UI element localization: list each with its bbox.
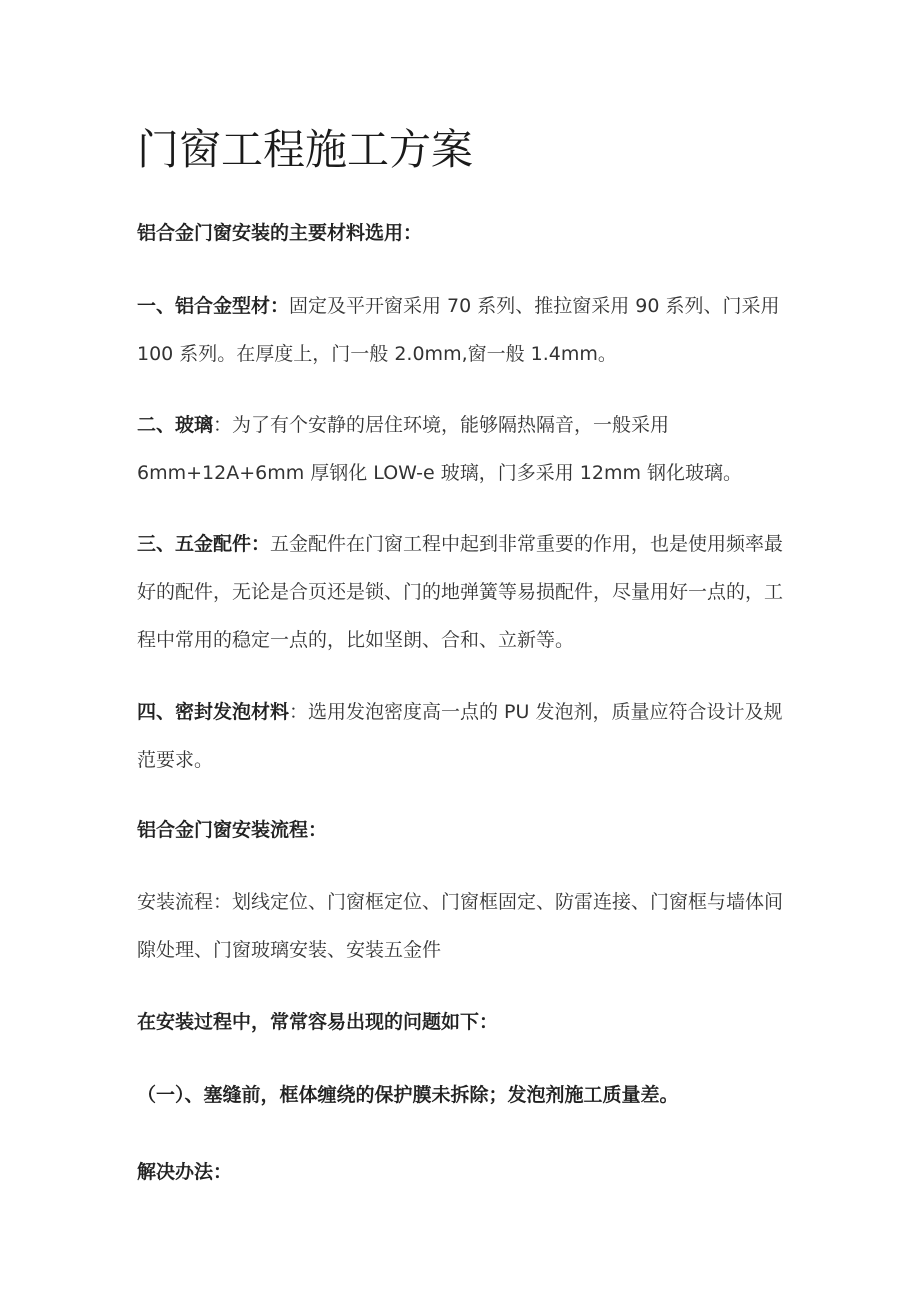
item-hardware-text: 五金配件在门窗工程中起到非常重要的作用，也是使用频率最好的配件，无论是合页还是锁、门的地弹簧等易损配件，尽量用好一点的，工程中常用的稳定一点的，比如坚朗、合和、立新等。	[137, 533, 784, 651]
item-sealing-foam-label: 四、密封发泡材料	[137, 701, 290, 723]
item-aluminum-profile-text: 固定及平开窗采用 70 系列、推拉窗采用 90 系列、门采用 100 系列。在厚度上，门一般 2.0mm,窗一般 1.4mm。	[137, 295, 780, 365]
item-glass-text: ：为了有个安静的居住环境，能够隔热隔音，一般采用 6mm+12A+6mm 厚钢化 LOW-e 玻璃，门多采用 12mm 钢化玻璃。	[137, 414, 743, 484]
process-heading: 铝合金门窗安装流程：	[137, 819, 328, 841]
item-sealing-foam-text: ：选用发泡密度高一点的 PU 发泡剂，质量应符合设计及规范要求。	[137, 701, 783, 771]
problem-1: （一）、塞缝前，框体缠绕的保护膜未拆除；发泡剂施工质量差。	[137, 1084, 679, 1106]
problems-heading: 在安装过程中，常常容易出现的问题如下：	[137, 1011, 499, 1033]
item-hardware	[137, 520, 787, 664]
item-aluminum-profile	[137, 282, 787, 378]
materials-heading: 铝合金门窗安装的主要材料选用：	[137, 222, 423, 244]
item-glass	[137, 401, 787, 497]
item-sealing-foam	[137, 688, 787, 784]
item-hardware-label: 三、五金配件：	[137, 533, 271, 555]
solution-heading: 解决办法：	[137, 1161, 233, 1183]
item-glass-label: 二、玻璃	[137, 414, 214, 436]
process-text: 安装流程：划线定位、门窗框定位、门窗框固定、防雷连接、门窗框与墙体间隙处理、门窗玻璃安装、安装五金件	[137, 891, 784, 961]
page-title: 门窗工程施工方案	[137, 125, 474, 174]
item-aluminum-profile-label: 一、铝合金型材：	[137, 295, 290, 317]
